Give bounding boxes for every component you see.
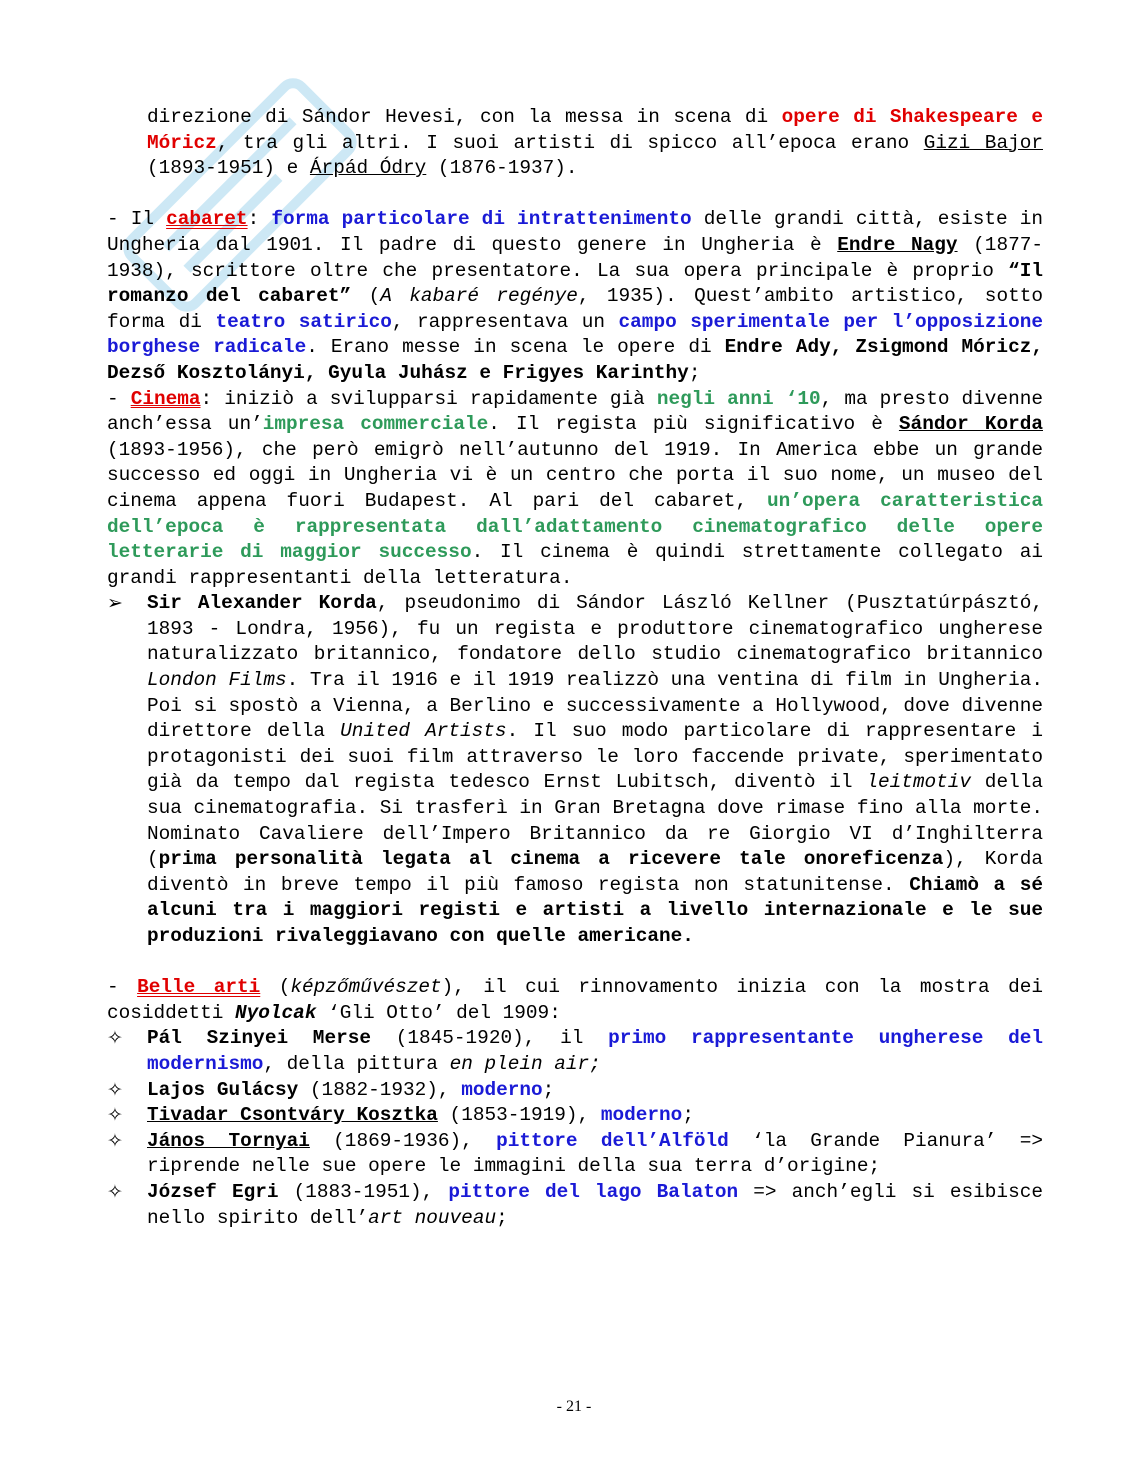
highlight-intrattenimento: forma particolare di intrattenimento bbox=[271, 208, 692, 231]
list-item: ✧ Pál Szinyei Merse (1845-1920), il primo rappresentante ungherese del modernismo, della pittura en plein air; bbox=[107, 1027, 1043, 1075]
name-gulacsy: Lajos Gulácsy bbox=[147, 1078, 299, 1101]
highlight-shakespeare-moricz: opere di Shakespeare e Móricz bbox=[147, 106, 1043, 154]
title-romanzo-cabaret: “Il romanzo del cabaret” bbox=[107, 259, 1043, 308]
name-sandor-korda: Sándor Korda bbox=[898, 413, 1043, 436]
name-csontvary: Tivadar Csontváry Kosztka bbox=[147, 1104, 438, 1127]
term-nyolcak: Nyolcak bbox=[235, 1001, 317, 1024]
name-arpad-odry: Árpád Ódry bbox=[309, 157, 427, 180]
highlight-teatro-satirico: teatro satirico bbox=[215, 310, 392, 333]
arrow-bullet-icon: ➢ bbox=[107, 592, 123, 615]
star-bullet-icon: ✧ bbox=[107, 1180, 123, 1203]
heading-cabaret: cabaret bbox=[166, 208, 248, 231]
name-egri: József Egri bbox=[147, 1180, 279, 1203]
list-item: ✧ Lajos Gulácsy (1882-1932), moderno; bbox=[107, 1078, 1043, 1104]
star-bullet-icon: ✧ bbox=[107, 1027, 123, 1050]
star-bullet-icon: ✧ bbox=[107, 1104, 123, 1127]
cinema-paragraph: - Cinema: iniziò a svilupparsi rapidamente già negli anni ‘10, ma presto divenne anch’essa un’impresa commerciale. Il regista più significativo è Sándor Korda (1893-1956), che però emigrò nell’autunno del 1919. In America ebbe un grande successo ed oggi in Ungheria vi è un centro che porta il suo nome, un museo del cinema appena fuori Budapest. Al pari del cabaret, un’opera caratteristica dell’epoca è rappresentata dall’adattamento cinematografico delle opere letterarie di maggior successo. Il cinema è quindi strettamente collegato ai grandi rappresentanti della letteratura. bbox=[107, 387, 1044, 589]
theatre-paragraph-continuation: direzione di Sándor Hevesi, con la messa in scena di opere di Shakespeare e Móricz, tra gli altri. I suoi artisti di spicco all’epoca erano Gizi Bajor (1893-1951) e Árpád Ódry (1876-1937). bbox=[147, 106, 1043, 180]
name-alexander-korda: Sir Alexander Korda bbox=[147, 592, 377, 615]
star-bullet-icon: ✧ bbox=[107, 1078, 123, 1101]
highlight-campo-sperimentale: campo sperimentale per l’opposizione borghese radicale bbox=[107, 310, 1044, 359]
list-item: ✧ János Tornyai (1869-1936), pittore dell’Alföld ‘la Grande Pianura’ => riprende nelle sue opere le immagini della sua terra d’origine; bbox=[107, 1129, 1043, 1178]
name-endre-nagy: Endre Nagy bbox=[837, 233, 958, 256]
heading-belle-arti: Belle arti bbox=[137, 976, 261, 999]
document-page bbox=[107, 105, 1043, 1231]
heading-cinema: Cinema bbox=[130, 387, 201, 410]
authors-list: Endre Ady, Zsigmond Móricz, Dezső Kosztolányi, Gyula Juhász e Frigyes Karinthy bbox=[107, 336, 1043, 384]
list-item: ✧ József Egri (1883-1951), pittore del lago Balaton => anch’egli si esibisce nello spirito dell’art nouveau; bbox=[107, 1180, 1043, 1229]
list-item: ✧ Tivadar Csontváry Kosztka (1853-1919), moderno; bbox=[107, 1103, 1043, 1129]
star-bullet-icon: ✧ bbox=[107, 1129, 123, 1152]
cabaret-paragraph: - Il cabaret: forma particolare di intrattenimento delle grandi città, esiste in Ungheria dal 1901. Il padre di questo genere in Ungheria è Endre Nagy (1877-1938), scrittore oltre che presentatore. La sua opera principale è proprio “Il romanzo del cabaret” (A kabaré regénye, 1935). Quest’ambito artistico, sotto forma di teatro satirico, rappresentava un campo sperimentale per l’opposizione borghese radicale. Erano messe in scena le opere di Endre Ady, Zsigmond Móricz, Dezső Kosztolányi, Gyula Juhász e Frigyes Karinthy; bbox=[107, 208, 1044, 384]
page-number: - 21 - bbox=[556, 1398, 592, 1415]
name-tornyai: János Tornyai bbox=[147, 1129, 310, 1152]
highlight-prima-personalita: prima personalità legata al cinema a ricevere tale onoreficenza bbox=[158, 848, 944, 871]
korda-bullet: ➢ Sir Alexander Korda, pseudonimo di Sándor László Kellner (Pusztatúrpásztó, 1893 - Londra, 1956), fu un regista e produttore cinematografico ungherese naturalizzato britannico, fondatore dello studio cinematografico britannico London Films. Tra il 1916 e il 1919 realizzò una ventina di film in Ungheria. Poi si spostò a Vienna, a Berlino e successivamente a Hollywood, dove divenne direttore della United Artists. Il suo modo particolare di rappresentare i protagonisti dei suoi film attraverso le loro faccende private, sperimentato già da tempo dal regista tedesco Ernst Lubitsch, diventò il leitmotiv della sua cinematografia. Si trasferì in Gran Bretagna dove rimase fino alla morte. Nominato Cavaliere dell’Impero Britannico da re Giorgio VI d’Inghilterra (prima personalità legata al cinema a ricevere tale onoreficenza), Korda diventò in breve tempo il più famoso regista non statunitense. Chiamò a sé alcuni tra i maggiori registi e artisti a livello internazionale e le sue produzioni rivaleggiavano con quelle americane. bbox=[107, 592, 1044, 947]
highlight-chiamo-a-se: Chiamò a sé alcuni tra i maggiori registi e artisti a livello internazionale e le sue produzioni rivaleggiavano con quelle americane. bbox=[147, 873, 1044, 947]
highlight-anni-10: negli anni ‘10 bbox=[656, 387, 821, 410]
belle-arti-paragraph: - Belle arti (képzőművészet), il cui rinnovamento inizia con la mostra dei cosiddetti Nyolcak ‘Gli Otto’ del 1909: bbox=[107, 976, 1044, 1024]
highlight-impresa-commerciale: impresa commerciale bbox=[262, 413, 489, 436]
name-gizi-bajor: Gizi Bajor bbox=[923, 131, 1043, 154]
highlight-adattamento: un’opera caratteristica dell’epoca è rappresentata dall’adattamento cinematografico delle opere letterarie di maggior successo bbox=[107, 489, 1044, 564]
name-szinyei-merse: Pál Szinyei Merse bbox=[147, 1027, 371, 1050]
